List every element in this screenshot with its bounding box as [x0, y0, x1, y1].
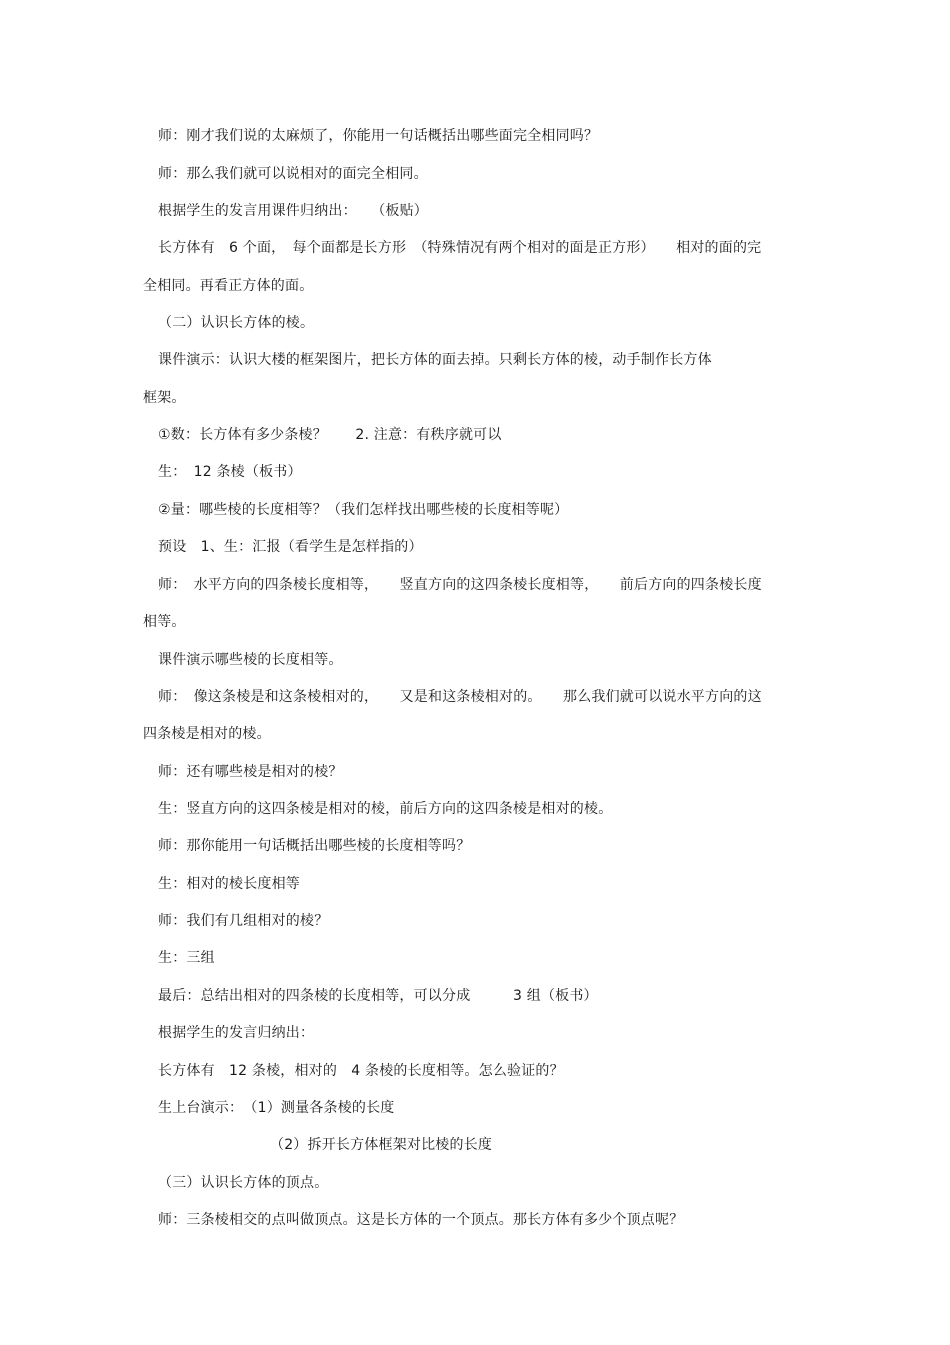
paragraph-line-19: 生：竖直方向的这四条棱是相对的棱，前后方向的这四条棱是相对的棱。	[158, 801, 613, 817]
paragraph-line-26: 长方体有 12 条棱，相对的 4 条棱的长度相等。怎么验证的？	[158, 1063, 564, 1079]
paragraph-line-28: （2）拆开长方体框架对比棱的长度	[270, 1137, 493, 1153]
paragraph-line-3: 根据学生的发言用课件归纳出： （板贴）	[158, 203, 428, 219]
section-heading-vertices: （三）认识长方体的顶点。	[158, 1175, 329, 1191]
paragraph-line-27: 生上台演示： （1）测量各条棱的长度	[158, 1100, 395, 1116]
paragraph-line-8: 框架。	[143, 390, 186, 406]
paragraph-line-23: 生：三组	[158, 950, 215, 966]
paragraph-line-17: 四条棱是相对的棱。	[143, 726, 271, 742]
paragraph-line-18: 师：还有哪些棱是相对的棱？	[158, 764, 343, 780]
paragraph-line-10: 生： 12 条棱（板书）	[158, 464, 302, 480]
paragraph-line-1: 师：刚才我们说的太麻烦了，你能用一句话概括出哪些面完全相同吗？	[158, 128, 599, 144]
paragraph-line-7: 课件演示：认识大楼的框架图片，把长方体的面去掉。只剩长方体的棱，动手制作长方体	[158, 352, 712, 368]
paragraph-line-24: 最后：总结出相对的四条棱的长度相等，可以分成 3 组（板书）	[158, 988, 598, 1004]
paragraph-line-25: 根据学生的发言归纳出：	[158, 1025, 315, 1041]
paragraph-line-14: 相等。	[143, 614, 186, 630]
paragraph-line-21: 生：相对的棱长度相等	[158, 876, 300, 892]
paragraph-line-16: 师： 像这条棱是和这条棱相对的， 又是和这条棱相对的。 那么我们就可以说水平方向的这	[158, 689, 762, 705]
paragraph-line-2: 师：那么我们就可以说相对的面完全相同。	[158, 166, 428, 182]
paragraph-line-12: 预设 1、生：汇报（看学生是怎样指的）	[158, 539, 423, 555]
paragraph-line-11: ②量：哪些棱的长度相等？（我们怎样找出哪些棱的长度相等呢）	[158, 502, 569, 518]
paragraph-line-20: 师：那你能用一句话概括出哪些棱的长度相等吗？	[158, 838, 471, 854]
paragraph-line-9: ①数：长方体有多少条棱？ 2. 注意：有秩序就可以	[158, 427, 502, 443]
paragraph-line-13: 师： 水平方向的四条棱长度相等， 竖直方向的这四条棱长度相等， 前后方向的四条棱长度	[158, 577, 762, 593]
paragraph-line-30: 师：三条棱相交的点叫做顶点。这是长方体的一个顶点。那长方体有多少个顶点呢？	[158, 1212, 684, 1228]
paragraph-line-15: 课件演示哪些棱的长度相等。	[158, 652, 343, 668]
section-heading-edges: （二）认识长方体的棱。	[158, 315, 315, 331]
paragraph-line-4: 长方体有 6 个面， 每个面都是长方形 （特殊情况有两个相对的面是正方形） 相对的面的完	[158, 240, 762, 256]
paragraph-line-5: 全相同。再看正方体的面。	[143, 278, 314, 294]
paragraph-line-22: 师：我们有几组相对的棱？	[158, 913, 329, 929]
